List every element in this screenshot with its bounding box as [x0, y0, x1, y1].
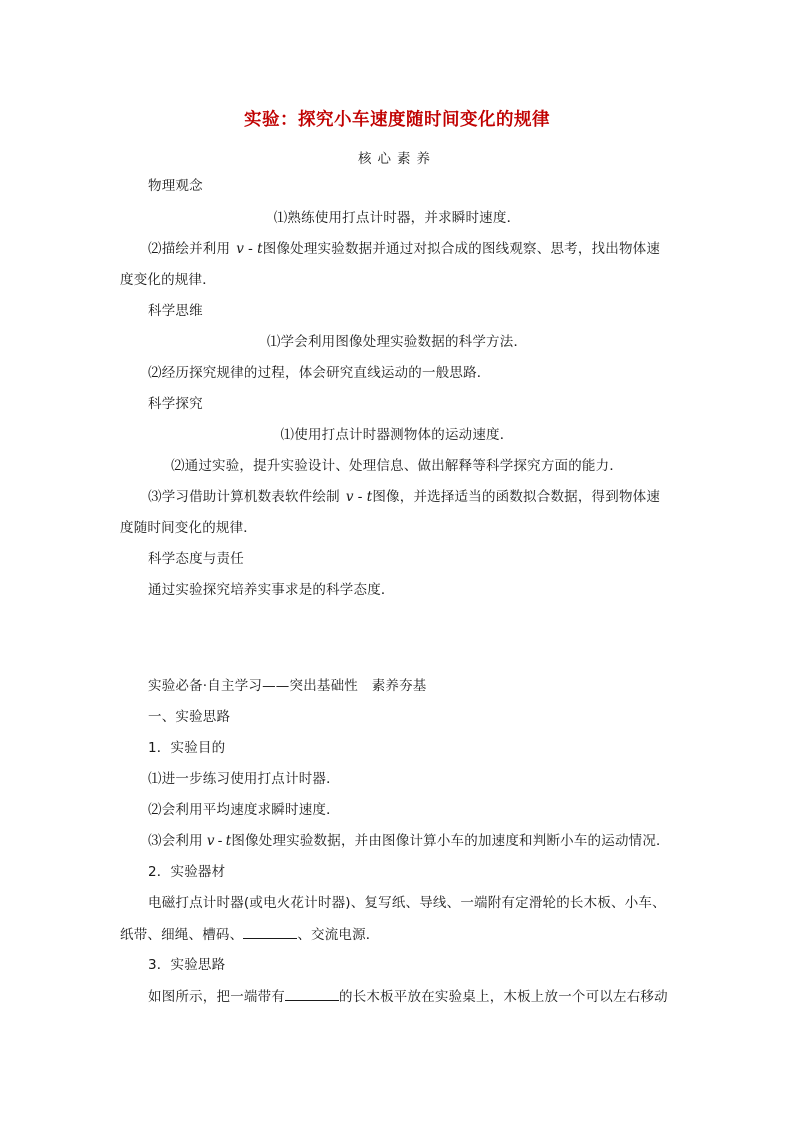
goal-item-3-suffix: 图像处理实验数据，并由图像计算小车的加速度和判断小车的运动情况． [231, 833, 670, 849]
subheading-idea: 3．实验思路 [148, 957, 226, 973]
inquiry-item-3 [148, 488, 660, 506]
study-header: 实验必备·自主学习——突出基础性 素养夯基 [148, 678, 427, 694]
attitude-item-1: 通过实验探究培养实事求是的科学态度． [148, 582, 395, 598]
inquiry-item-3-prefix: ⑶学习借助计算机数表软件绘制 [148, 489, 340, 505]
equipment-line-2-suffix: 、交流电源． [297, 927, 380, 943]
equipment-line-2 [120, 925, 380, 944]
goal-item-2: ⑵会利用平均速度求瞬时速度． [148, 802, 340, 818]
dash: - [248, 241, 254, 257]
variable-t: t [257, 241, 263, 257]
heading-physics-concept: 物理观念 [148, 178, 203, 194]
goal-item-3 [148, 832, 670, 850]
physics-item-2-continued: 度变化的规律． [120, 272, 216, 288]
idea-line-1 [148, 987, 668, 1006]
variable-t: t [366, 489, 373, 505]
part-1-heading: 一、实验思路 [148, 709, 231, 725]
dash: - [357, 489, 363, 505]
physics-item-2 [148, 240, 660, 258]
idea-line-1-prefix: 如图所示，把一端带有 [148, 989, 285, 1005]
fill-in-blank[interactable] [285, 987, 339, 1001]
equipment-line-1: 电磁打点计时器(或电火花计时器)、复写纸、导线、一端附有定滑轮的长木板、小车、 [148, 895, 666, 911]
variable-v: v [236, 241, 245, 257]
page-title: 实验：探究小车速度随时间变化的规律 [244, 110, 550, 130]
goal-item-1: ⑴进一步练习使用打点计时器． [148, 771, 340, 787]
equipment-line-2-prefix: 纸带、细绳、槽码、 [120, 927, 244, 943]
inquiry-item-1: ⑴使用打点计时器测物体的运动速度． [280, 427, 514, 443]
thinking-item-1: ⑴学会利用图像处理实验数据的科学方法． [266, 334, 528, 350]
physics-item-2-suffix: 图像处理实验数据并通过对拟合成的图线观察、思考，找出物体速 [262, 241, 661, 257]
inquiry-item-2: ⑵通过实验，提升实验设计、处理信息、做出解释等科学探究方面的能力． [170, 458, 624, 474]
heading-scientific-inquiry: 科学探究 [148, 396, 203, 412]
heading-scientific-thinking: 科学思维 [148, 303, 203, 319]
fill-in-blank[interactable] [243, 925, 297, 939]
physics-item-1: ⑴熟练使用打点计时器，并求瞬时速度． [273, 210, 521, 226]
dash: - [217, 833, 223, 849]
variable-v: v [345, 489, 354, 505]
section-subtitle: 核心素养 [358, 151, 436, 167]
thinking-item-2: ⑵经历探究规律的过程，体会研究直线运动的一般思路． [148, 365, 491, 381]
subheading-equipment: 2．实验器材 [148, 864, 226, 880]
subheading-goals: 1．实验目的 [148, 740, 226, 756]
physics-item-2-prefix: ⑵描绘并利用 [148, 241, 231, 257]
inquiry-item-3-continued: 度随时间变化的规律． [120, 520, 257, 536]
variable-t: t [225, 833, 232, 849]
idea-line-1-suffix: 的长木板平放在实验桌上，木板上放一个可以左右移动 [339, 989, 668, 1005]
heading-attitude: 科学态度与责任 [148, 551, 244, 567]
variable-v: v [206, 833, 215, 849]
inquiry-item-3-suffix: 图像，并选择适当的函数拟合数据，得到物体速 [372, 489, 661, 505]
goal-item-3-prefix: ⑶会利用 [148, 833, 203, 849]
